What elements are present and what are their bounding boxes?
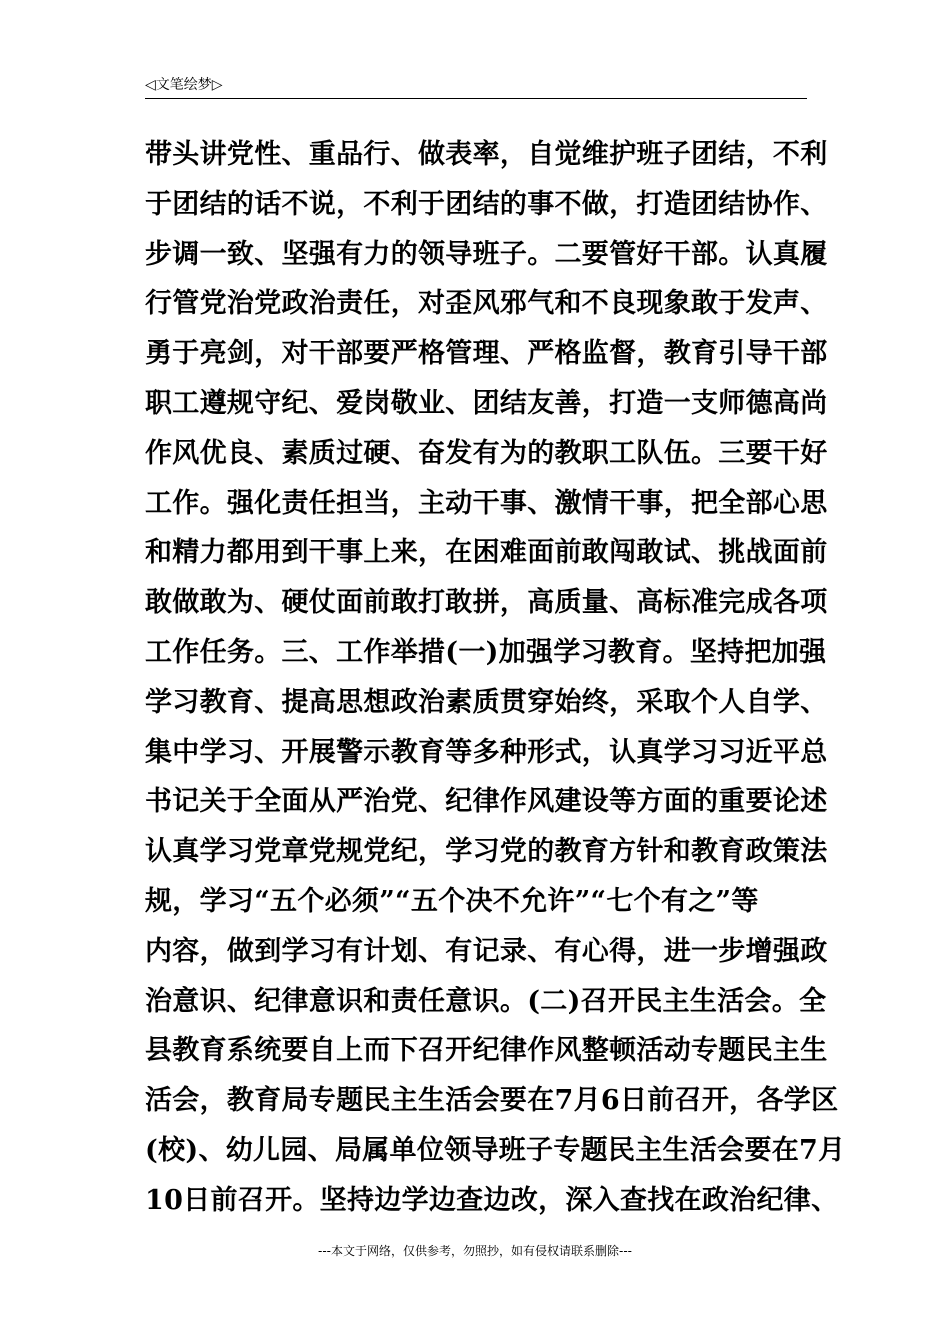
- body-line: 治意识、纪律意识和责任意识。(二)召开民主生活会。全: [145, 985, 827, 1017]
- body-line: 内容，做到学习有计划、有记录、有心得，进一步增强政: [145, 935, 828, 967]
- body-line: 步调一致、坚强有力的领导班子。二要管好干部。认真履: [145, 238, 828, 270]
- page-header: [145, 74, 807, 99]
- body-line: 工作。强化责任担当，主动干事、激情干事，把全部心思: [145, 487, 828, 519]
- body-line: 带头讲党性、重品行、做表率，自觉维护班子团结，不利: [145, 139, 828, 170]
- body-line: 书记关于全面从严治党、纪律作风建设等方面的重要论述: [145, 786, 828, 818]
- body-line: 作风优良、素质过硬、奋发有为的教职工队伍。三要干好: [145, 437, 828, 469]
- header-title: ◁文笔绘梦▷: [145, 77, 223, 93]
- body-line: (校)、幼儿园、局属单位领导班子专题民主生活会要在7月: [145, 1134, 846, 1166]
- body-line: 敢做敢为、硬仗面前敢打敢拼，高质量、高标准完成各项: [145, 587, 828, 619]
- body-line: 行管党治党政治责任，对歪风邪气和不良现象敢于发声、: [145, 288, 828, 320]
- body-line: 学习教育、提高思想政治素质贯穿始终，采取个人自学、: [145, 686, 828, 718]
- body-line: 县教育系统要自上而下召开纪律作风整顿活动专题民主生: [145, 1035, 828, 1067]
- body-line: 认真学习党章党规党纪，学习党的教育方针和教育政策法: [145, 836, 828, 868]
- body-line: 职工遵规守纪、爱岗敬业、团结友善，打造一支师德高尚: [145, 387, 828, 419]
- body-line: 工作任务。三、工作举措(一)加强学习教育。坚持把加强: [145, 636, 827, 668]
- footer-disclaimer: ---本文于网络，仅供参考，勿照抄，如有侵权请联系删除---: [318, 1244, 632, 1258]
- body-line: 勇于亮剑，对干部要严格管理、严格监督，教育引导干部: [145, 338, 828, 370]
- page-footer: [0, 1243, 950, 1259]
- body-line: 和精力都用到干事上来，在困难面前敢闯敢试、挑战面前: [145, 537, 828, 569]
- document-body: [145, 130, 846, 1226]
- body-line: 于团结的话不说，不利于团结的事不做，打造团结协作、: [145, 188, 828, 220]
- body-line: 集中学习、开展警示教育等多种形式，认真学习习近平总: [145, 736, 828, 768]
- body-line: 10日前召开。坚持边学边查边改，深入查找在政治纪律、: [145, 1184, 839, 1216]
- body-line: 规，学习“五个必须”“五个决不允许”“七个有之”等: [145, 885, 759, 917]
- body-line: 活会，教育局专题民主生活会要在7月6日前召开，各学区: [145, 1085, 839, 1117]
